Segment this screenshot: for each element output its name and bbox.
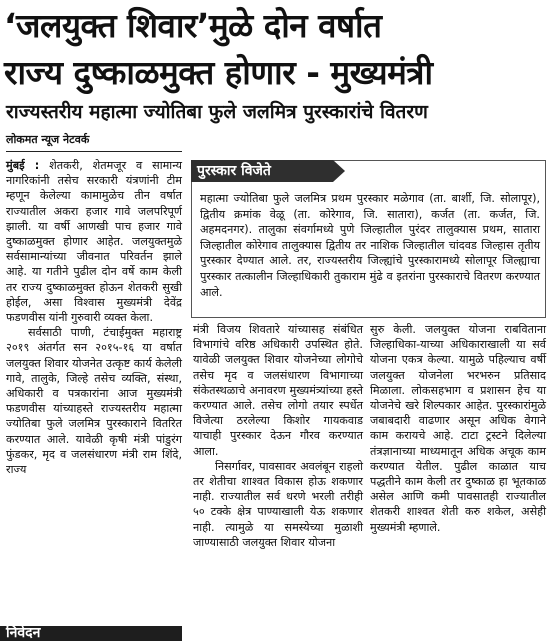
article-column-3 [370,322,546,535]
article-column-2 [193,322,363,550]
paragraph-1 [6,158,182,325]
headline-line-1: ‘जलयुक्त शिवार’मुळे दोन वर्षात [4,6,382,45]
paragraph-1-text: शेतकरी, शेतमजूर व सामान्य नागरिकांनी तसेच सरकारी यंत्रणांनी टीम म्हणून केलेल्या कामामुळेच तीन वर्षात राज्यातील अकरा हजार गावे जलपरिपूर्ण झाली. या वर्षी आणखी पाच हजार गावे दुष्काळमुक्त होणार आहेत. जलयुक्तमुळे सर्वसामान्यांच्या जीवनात परिवर्तन झाले आहे. या गतीने पुढील दोन वर्षे काम केली तर राज्य दुष्काळमुक्त होऊन शेतकरी सुखी होईल, असा विश्वास मुख्यमंत्री देवेंद्र फडणवीस यांनी गुरुवारी व्यक्त केला. [6,159,182,325]
paragraph-3: मंत्री विजय शिवतारे यांच्यासह संबंधित विभागांचे वरिष्ठ अधिकारी उपस्थित होते. यावेळी जलयुक्त शिवार योजनेच्या लोगोचे तसेच मृद व जलसंधारण विभागाच्या संकेतस्थळाचे अनावरण मुख्यमंत्र्यांच्या हस्ते करण्यात आले. तसेच लोगो तयार स्पर्धेत विजेत्या ठरलेल्या किशोर गायकवाड याचाही पुरस्कार देऊन गौरव करण्यात आला. [193,323,363,458]
winners-box-text: महात्मा ज्योतिबा फुले जलमित्र प्रथम पुरस्कार मळेगाव (ता. बार्शी, जि. सोलापूर), द्वितीय क्रमांक वेळू (ता. कोरेगाव, जि. सातारा), कर्जत (ता. कर्जत, जि. अहमदनगर). तालुका संवर्गामध्ये पुणे जिल्हातील पुरंदर तालुक्यास प्रथम, सातारा जिल्हातील कोरेगाव तालुक्यास द्वितीय तर नाशिक जिल्हातील चांदवड जिल्हास तृतीय पुरस्कार देण्यात आले. तर, राज्यस्तरीय जिल्ह्यांचे पुरस्कारामध्ये सोलापूर जिल्ह्याचा पुरस्कार तत्कालीन जिल्हाधिकारी तुकाराम मुंढे व इतरांना पुरस्काराचे वितरण करण्यात आले. [200,192,540,299]
winners-box [191,160,546,318]
article-column-1 [6,158,182,477]
credit-divider [6,151,182,152]
winners-box-tag: पुरस्कार विजेते [191,160,333,182]
next-article-strip: निवेदन [0,626,182,641]
dateline: मुंबई : [6,159,40,172]
paragraph-2: सर्वसाठी पाणी, टंचाईमुक्त महाराष्ट्र २०१९ अंतर्गत सन २०१५-१६ या वर्षात जलयुक्त शिवार योजनेत उत्कृष्ट कार्य केलेली गावे, तालुके, जिल्हे तसेच व्यक्ति, संस्था, अधिकारी व पत्रकारांना आज मुख्यमंत्री फडणवीस यांच्याहस्ते राज्यस्तरीय महात्मा ज्योतिबा फुले जलमित्र पुरस्काराने वितरित करण्यात आले. यावेळी कृषी मंत्री पांडुरंग फुंडकर, मृद व जलसंधारण मंत्री राम शिंदे, राज्य [6,326,182,477]
headline-line-2: राज्य दुष्काळमुक्त होणार - मुख्यमंत्री [4,53,433,92]
headline [4,2,546,96]
byline-credit: लोकमत न्यूज नेटवर्क [6,133,90,146]
subheadline: राज्यस्तरीय महात्मा ज्योतिबा फुले जलमित्र पुरस्कारांचे वितरण [6,101,428,123]
paragraph-4: निसर्गावर, पावसावर अवलंबून राहलो तर शेतीचा शाश्वत विकास होऊ शकणार नाही. राज्यातील सर्व धरणे भरली तरीही ५० टक्के क्षेत्र पाण्याखाली येऊ शकणार नाही. त्यामुळे या समस्येच्या मुळाशी जाण्यासाठी जलयुक्त शिवार योजना [193,459,363,549]
paragraph-5: सुरु केली. जलयुक्त योजना राबविताना जिल्हाधिका-याच्या अधिकाराखाली या सर्व योजना एकत्र केल्या. यामुळे पहिल्याच वर्षी जलयुक्त योजनेला भरभरुन प्रतिसाद मिळाला. लोकसहभाग व प्रशासन हेच या योजनेचे खरे शिल्पकार आहेत. पुरस्कारांमुळे जबाबदारी वाढणार असून अधिक वेगाने काम करायचे आहे. टाटा ट्रस्टने दिलेल्या तंत्रज्ञानाच्या माध्यमातून अधिक अचूक काम करण्यात येतील. पुढील काळात याच पद्धतीने काम केली तर दुष्काळ हा भूतकाळ असेल आणि कमी पावसातही राज्यातील शेतकरी शाश्वत शेती करु शकेल, असेही मुख्यमंत्री म्हणाले. [370,323,546,534]
